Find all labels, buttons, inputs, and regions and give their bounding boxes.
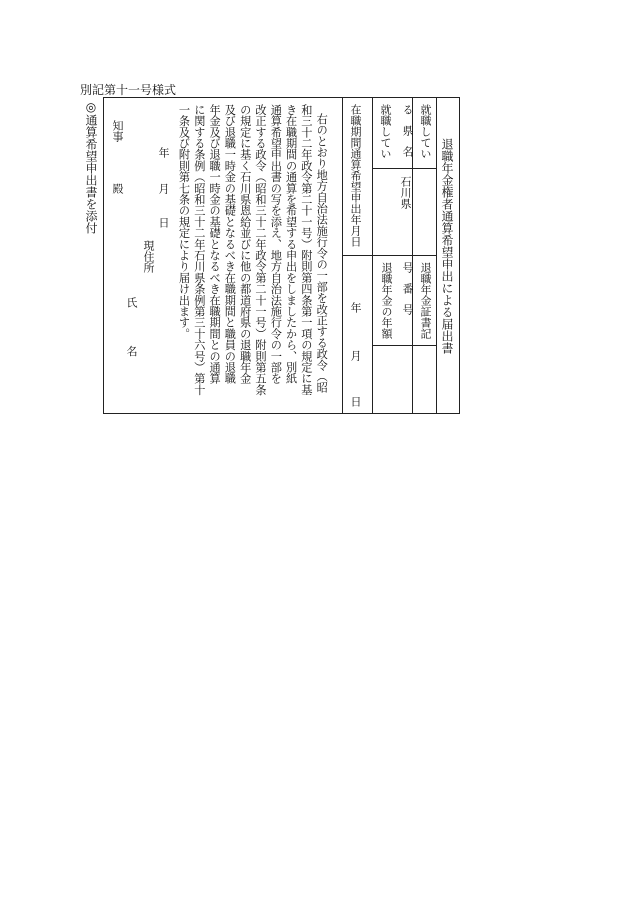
request-date-label: 在職期間通算希望申出年月日	[349, 104, 362, 247]
request-date-year: 年	[349, 302, 362, 313]
body-line: 改正する政令（昭和三十二年政令第二十一号）附則第五条	[254, 104, 267, 396]
prefecture-value: 石川県	[399, 176, 412, 209]
name-label: 氏名	[125, 297, 138, 394]
prefecture-label: 就職してい	[419, 104, 432, 159]
certificate-label-2: 号番号	[401, 262, 414, 325]
prefecture-label-2: る県名	[401, 104, 414, 167]
form-label: 別記第十一号様式	[80, 83, 177, 97]
info-inner-line	[372, 97, 373, 256]
signature-year: 年	[157, 147, 170, 158]
honorific-label: 殿	[111, 183, 124, 194]
frame-bottom	[103, 413, 460, 414]
frame-right	[459, 97, 460, 414]
body-line: の規定に基く石川県恩給並びに他の都道府県の退職年金	[238, 104, 252, 384]
frame-top	[103, 97, 460, 98]
body-line: 及び退職一時金の基礎となるべき在職期間と職員の退職	[223, 104, 237, 384]
body-line: 和三十二年政令第二十一号）附則第四条第一項の規定に基	[299, 104, 313, 396]
info-label-value-top	[372, 168, 436, 169]
position-label-a: 就職してい	[379, 104, 392, 159]
body-line: 右のとおり地方自治法施行令の一部を改正する政令（昭	[315, 113, 329, 393]
body-line: 通算希望申出書の写を添え、地方自治法施行令の一部を	[269, 104, 283, 384]
info-area-divider	[342, 255, 437, 256]
attachment-note: ◎通算希望申出書を添付	[84, 100, 98, 234]
request-date-day: 日	[349, 396, 362, 407]
certificate-label: 退職年金証書記	[419, 262, 432, 339]
body-line: に関する条例（昭和三十二年石川県条例第三十六号）第十	[192, 104, 206, 396]
frame-left	[103, 97, 104, 414]
signature-day: 日	[157, 217, 170, 228]
amount-label: 退職年金の年額	[380, 262, 393, 339]
governor-label: 知事	[111, 120, 124, 142]
body-line: き在職期間の通算を希望する申出をしましたから、別紙	[284, 104, 298, 384]
body-line: 年金及び退職一時金の基礎となるべき在職期間との通算	[208, 104, 222, 384]
signature-month: 月	[157, 183, 170, 194]
info-label-value-bottom	[372, 345, 436, 346]
request-date-month: 月	[349, 350, 362, 361]
address-label: 現住所	[142, 240, 155, 273]
info-inner-line-lower	[372, 255, 373, 414]
body-line: 一条及び附則第七条の規定により届け出ます。	[177, 104, 191, 340]
form-title: 退職年金権者通算希望申出による届出書	[440, 138, 454, 354]
